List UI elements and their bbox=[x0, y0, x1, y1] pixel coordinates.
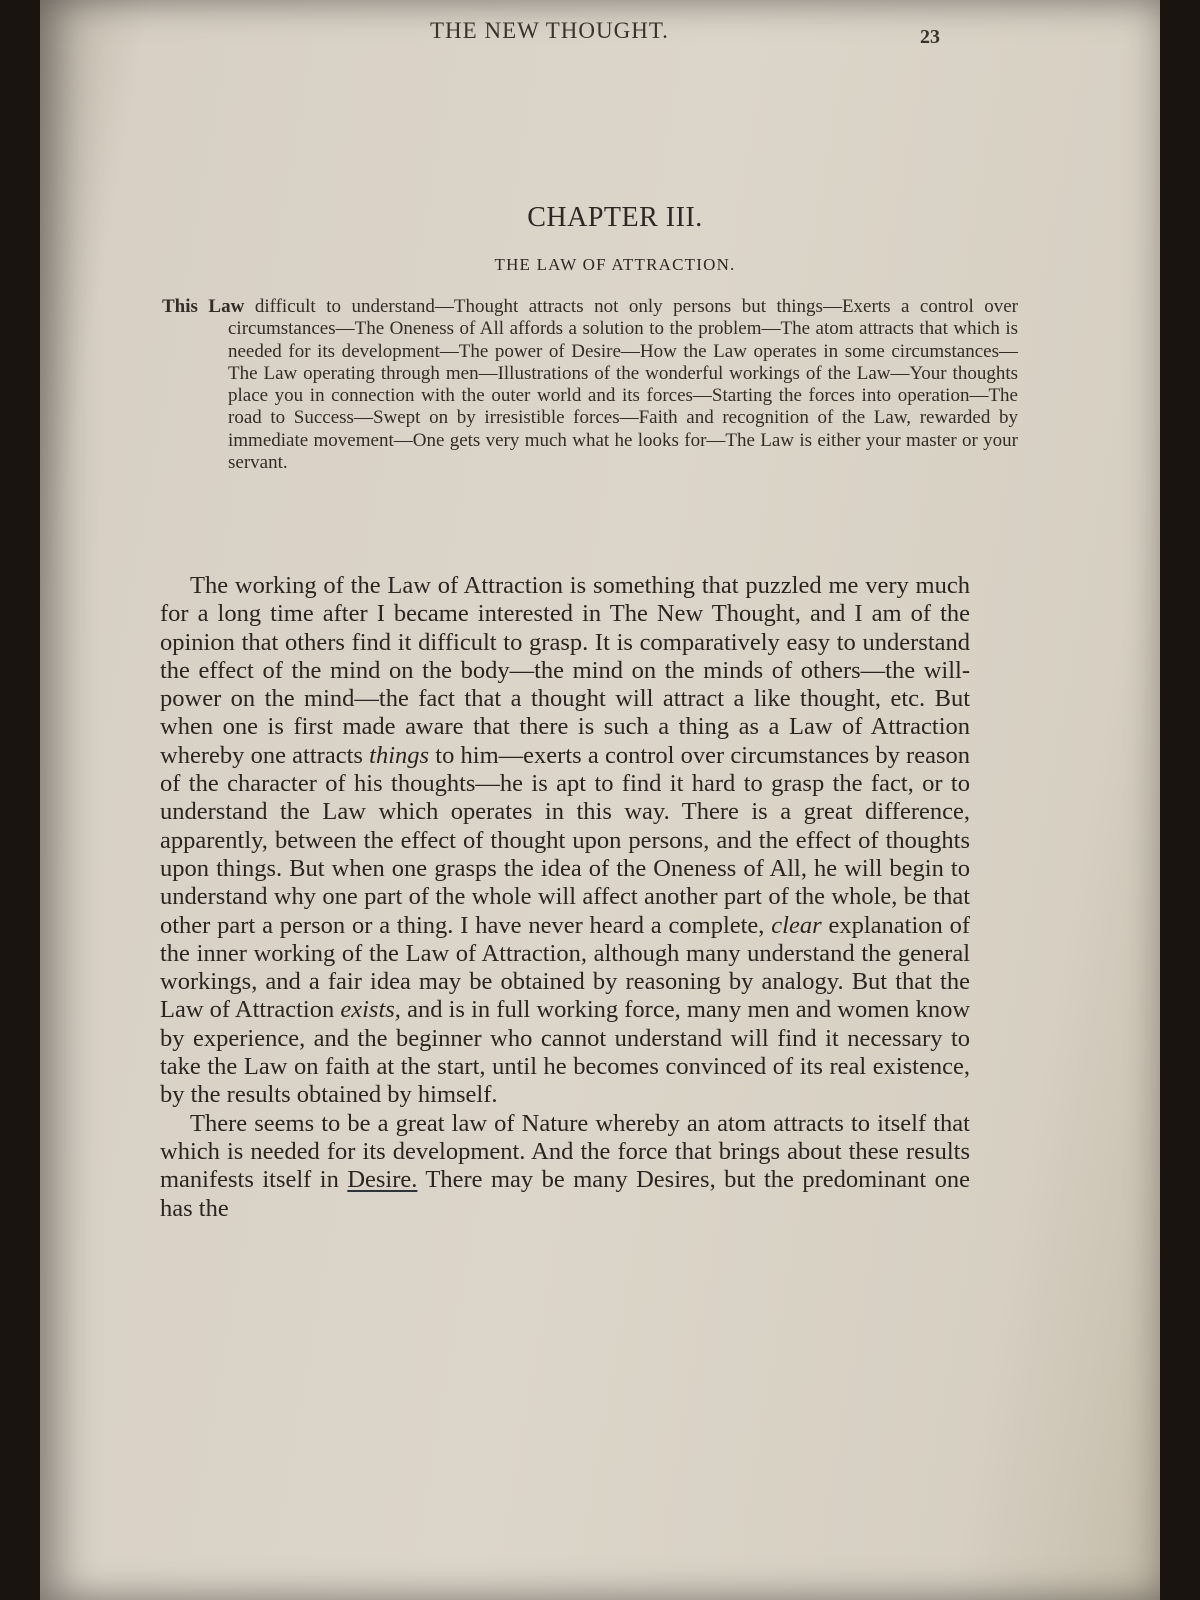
paragraph-1-part-3: explanation of the inner working of the Law of Attraction, although many understand the general workings, and a fair idea may be obtained by reasoning by analogy. But that the Law of Attraction bbox=[160, 911, 970, 1024]
book-page bbox=[40, 0, 1160, 1600]
emphasis-exists: exists, bbox=[340, 996, 401, 1024]
paragraph-1-part-1: The working of the Law of Attraction is something that puzzled me very much for a long time after I became interested in The New Thought, and I am of the opinion that others find it difficult to grasp. It is comparatively easy to understand the effect of the mind on the body—the mind on the minds of others—the will-power on the mind—the fact that a thought will attract a like thought, etc. But when one is first made aware that there is such a thing as a Law of Attraction whereby one attracts bbox=[160, 572, 970, 769]
paragraph-1-part-2: to him—exerts a control over circumstances by reason of the character of his thoughts—he is apt to find it hard to grasp the fact, or to understand the Law which operates in this way. There is a great difference, apparently, between the effect of thought upon persons, and the effect of thoughts upon things. But when one grasps the idea of the Oneness of All, he will begin to understand why one part of the whole will affect another part of the whole, be that other part a person or a thing. I have never heard a complete, bbox=[160, 741, 971, 939]
emphasis-clear: clear bbox=[771, 911, 822, 939]
synopsis-text: difficult to understand—Thought attracts not only persons but things—Exerts a control over circumstances—The Oneness of All affords a solution to the problem—The atom attracts that which is needed for its development—The power of Desire—How the Law operates in some circumstances—The Law operating through men—Illustrations of the wonderful workings of the Law—Your thoughts place you in connection with the outer world and its forces—Starting the forces into operation—The road to Success—Swept on by irresistible forces—Faith and recognition of the Law, rewarded by immediate movement—One gets very much what he looks for—The Law is either your master or your servant. bbox=[228, 296, 1019, 474]
page-number: 23 bbox=[920, 26, 940, 48]
emphasis-things: things bbox=[369, 741, 430, 769]
synopsis-lead: This Law bbox=[162, 296, 245, 317]
chapter-title: THE LAW OF ATTRACTION. bbox=[494, 255, 736, 274]
paragraph-2-part-1: There seems to be a great law of Nature whereby an atom attracts to itself that which is needed for its development. And the force that brings about these results manifests itself in bbox=[160, 1109, 970, 1194]
underlined-desire: Desire. bbox=[347, 1166, 418, 1194]
paragraph-1 bbox=[160, 572, 970, 1110]
paragraph-2 bbox=[160, 1110, 970, 1223]
running-title: THE NEW THOUGHT. bbox=[430, 18, 669, 43]
chapter-synopsis bbox=[162, 296, 1018, 474]
chapter-number: CHAPTER III. bbox=[527, 202, 703, 233]
paragraph-1-part-4: and is in full working force, many men and women know by experience, and the beginner who cannot understand will find it necessary to take the Law on faith at the start, until he becomes convinced of its real existence, by the results obtained by himself. bbox=[160, 996, 971, 1109]
paragraph-2-part-2: There may be many Desires, but the predominant one has the bbox=[160, 1166, 970, 1222]
running-head bbox=[40, 14, 1160, 54]
body-text bbox=[160, 572, 970, 1223]
